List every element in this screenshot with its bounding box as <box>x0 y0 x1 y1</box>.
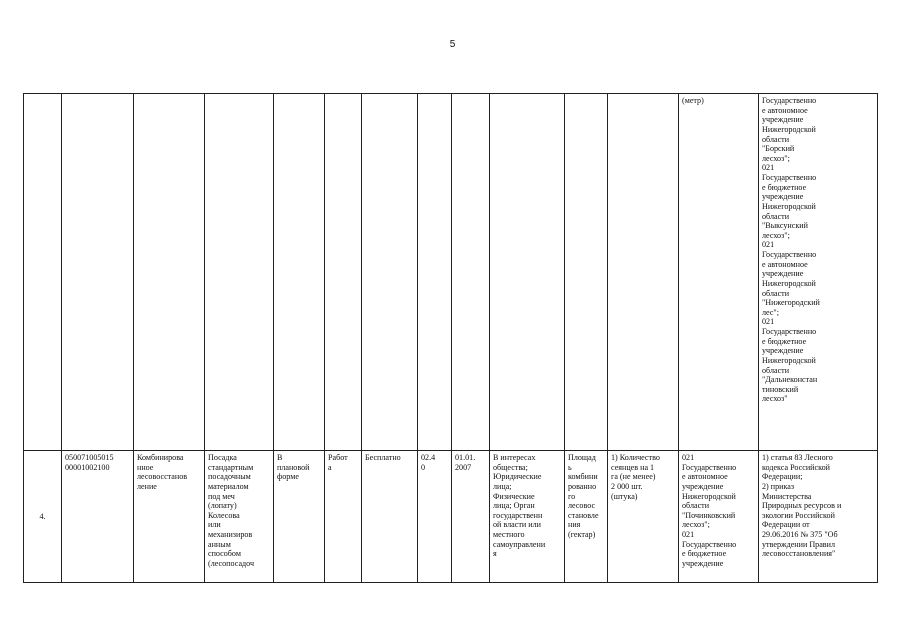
service-content: Посадка стандартным посадочным материалом под меч (лопату) Колесова или механизиров анным способом (лесопосадоч <box>205 451 274 583</box>
table-cell <box>205 94 274 451</box>
table-row-4 <box>24 451 878 583</box>
page-number: 5 <box>449 39 456 50</box>
payment-type: Бесплатно <box>362 451 418 583</box>
table-cell <box>490 94 565 451</box>
volume-indicator: Площад ь комбини рованно го лесовос становле ния (гектар) <box>565 451 608 583</box>
registry-code: 050071005015 00001002100 <box>62 451 134 583</box>
registry-table <box>23 93 878 583</box>
table-cell <box>325 94 362 451</box>
service-name: Комбинирова нное лесовосстанов ление <box>134 451 205 583</box>
row-number: 4. <box>24 451 62 583</box>
table-cell <box>274 94 325 451</box>
legal-basis: 1) статья 83 Лесного кодекса Российской Федерации; 2) приказ Министерства Природных ресурсов и экологии Российской Федерации от 29.06.2016 № 375 "Об утверждении Правил лесовосстановления" <box>759 451 878 583</box>
institutions-list: 021 Государственно е автономное учреждение Нижегородской области "Починковский лесхоз"; 021 Государственно е бюджетное учреждение <box>679 451 759 583</box>
table-cell <box>62 94 134 451</box>
start-date: 01.01. 2007 <box>452 451 490 583</box>
table-cell <box>418 94 452 451</box>
table-cell: Государственно е автономное учреждение Нижегородской области "Борский лесхоз"; 021 Государственно е бюджетное учреждение Нижегородской области "Выксунский лесхоз"; 021 Государственно е автономное учреждение Нижегородской области "Нижегородский лес"; 021 Государственно е бюджетное учреждение Нижегородской области "Дальнеконстан тиновский лесхоз" <box>759 94 878 451</box>
service-type: Работ а <box>325 451 362 583</box>
consumer-categories: В интересах общества; Юридические лица; Физические лица; Орган государственн ой власти или местного самоуправлени я <box>490 451 565 583</box>
table-cell <box>452 94 490 451</box>
table-cell <box>134 94 205 451</box>
quality-indicator: 1) Количество сеянцев на 1 га (не менее) 2 000 шт. (штука) <box>608 451 679 583</box>
table-cell <box>565 94 608 451</box>
table-cell <box>362 94 418 451</box>
okved-code: 02.4 0 <box>418 451 452 583</box>
service-form: В плановой форме <box>274 451 325 583</box>
table-cell-unit <box>608 94 679 451</box>
table-row-continuation <box>24 94 878 451</box>
table-cell-institutions: (метр) <box>679 94 759 451</box>
table-cell <box>24 94 62 451</box>
